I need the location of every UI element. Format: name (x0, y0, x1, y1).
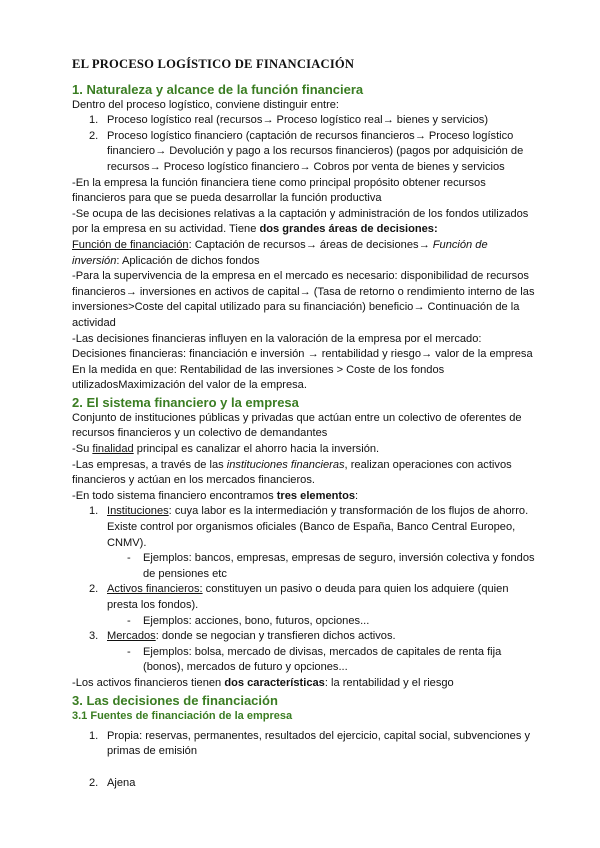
s2-elements-list (72, 629, 538, 645)
list-number: 2. (89, 129, 99, 142)
s2-paragraph-4 (72, 489, 538, 505)
list-item (72, 629, 538, 645)
subsection-3-1-heading: 3.1 Fuentes de financiación de la empresa (72, 709, 293, 722)
list-text: constituyen un pasivo o deuda para quien los adquiere (quien presta los fondos). (107, 583, 509, 611)
list-number: 1. (89, 505, 99, 518)
list-item (72, 776, 538, 792)
s2-paragraph-1: Conjunto de instituciones públicas y privadas que actúan entre un colectivo de oferentes de recursos financieros y un colectivo de demandantes (72, 411, 522, 440)
list-item (72, 582, 538, 613)
example-text: Ejemplos: bancos, empresas, empresas de seguro, inversión colectiva y fondos de pensiones etc (143, 552, 535, 580)
s1-intro: Dentro del proceso logístico, conviene distinguir entre: (72, 98, 340, 111)
text-run: -En todo sistema financiero encontramos (72, 489, 277, 502)
s2-example-list (72, 614, 538, 630)
text-run: -Los activos financieros tienen (72, 676, 225, 689)
section-2-heading: 2. El sistema financiero y la empresa (72, 394, 299, 410)
s1-paragraph-3 (72, 238, 538, 269)
bold-text: tres elementos (276, 489, 356, 502)
s1-paragraph-5: -Las decisiones financieras influyen en la valoración de la empresa por el mercado: Decisiones financieras: financiación e inversión → rentabilidad y riesgo→ valor de la empresa (72, 332, 533, 361)
dash-bullet: - (127, 614, 131, 627)
s2-paragraph-5 (72, 676, 538, 692)
s3-list (72, 729, 538, 792)
s2-paragraph-3 (72, 458, 538, 489)
s2-example-list (72, 645, 538, 676)
list-item (72, 551, 538, 582)
s2-elements-list (72, 582, 538, 613)
underlined-term: Activos financieros: (107, 583, 203, 596)
bold-text: dos características (224, 676, 325, 689)
s1-paragraph-6: En la medida en que: Rentabilidad de las inversiones > Coste de los fondos utilizadosMaximización del valor de la empresa. (72, 363, 445, 392)
list-item (72, 729, 538, 760)
list-text: Propia: reservas, permanentes, resultados del ejercicio, capital social, subvenciones y primas de emisión (107, 729, 531, 758)
list-number: 1. (89, 729, 99, 742)
text-run: : Captación de recursos→ áreas de decisiones→ (188, 238, 433, 251)
list-number: 2. (89, 583, 99, 596)
list-item (72, 113, 538, 129)
list-item (72, 504, 538, 551)
section-1-heading: 1. Naturaleza y alcance de la función financiera (72, 81, 364, 97)
list-text: Proceso logístico real (recursos→ Proceso logístico real→ bienes y servicios) (107, 114, 489, 127)
underlined-term: Mercados (107, 630, 156, 643)
underlined-text: Función de financiación (72, 238, 189, 251)
text-run: -Su (72, 443, 93, 456)
list-text: Ajena (107, 776, 136, 789)
s1-paragraph-1: -En la empresa la función financiera tiene como principal propósito obtener recursos financieros para que se pueda desarrollar la función productiva (72, 176, 486, 205)
text-run: : (355, 489, 359, 502)
s2-paragraph-2 (72, 442, 538, 458)
underlined-text: finalidad (92, 443, 134, 456)
s1-paragraph-2 (72, 207, 538, 238)
list-number: 2. (89, 776, 99, 789)
text-run: -Se ocupa de las decisiones relativas a la captación y administración de los fondos utilizados por la empresa en su actividad. Tiene (72, 207, 529, 236)
text-run: , realizan operaciones con activos financieros y actúan en los mercados financieros. (72, 458, 512, 487)
italic-text: Función de inversión (72, 238, 488, 267)
list-text: : donde se negocian y transfieren dichos activos. (155, 630, 396, 643)
document-title: EL PROCESO LOGÍSTICO DE FINANCIACIÓN (72, 57, 355, 71)
s2-elements-list (72, 504, 538, 551)
text-run: : Aplicación de dichos fondos (116, 254, 260, 267)
text-run: : la rentabilidad y el riesgo (324, 676, 454, 689)
example-text: Ejemplos: acciones, bono, futuros, opciones... (143, 614, 370, 627)
s1-list (72, 113, 538, 175)
list-text: : cuya labor es la intermediación y transformación de los flujos de ahorro. Existe control por organismos oficiales (Banco de España, Banco Central Europeo, CNMV). (107, 505, 529, 549)
example-text: Ejemplos: bolsa, mercado de divisas, mercados de capitales de renta fija (bonos), mercados de futuro y opciones... (143, 645, 502, 674)
list-item (72, 614, 538, 630)
list-text: Proceso logístico financiero (captación de recursos financieros→ Proceso logístico financiero→ Devolución y pago a los recursos financieros) (pagos por adquisición de recursos→ Proceso logístico financiero→ Cobros por venta de bienes y servicios (107, 129, 524, 173)
s2-example-list (72, 551, 538, 582)
italic-text: instituciones financieras (226, 458, 345, 471)
bold-text: dos grandes áreas de decisiones: (259, 223, 438, 236)
list-number: 1. (89, 114, 99, 127)
s1-paragraph-4: -Para la supervivencia de la empresa en el mercado es necesario: disponibilidad de recursos financieros→ inversiones en activos de capital→ (Tasa de retorno o rendimiento interno de las inversiones>Coste del capital utilizado para su financiación) beneficio→ Continuación de la actividad (72, 270, 535, 329)
dash-bullet: - (127, 645, 131, 658)
list-item (72, 645, 538, 676)
list-number: 3. (89, 630, 99, 643)
list-item (72, 129, 538, 176)
text-run: -Las empresas, a través de las (72, 458, 227, 471)
document-page (72, 57, 538, 791)
underlined-term: Instituciones (107, 505, 169, 518)
text-run: principal es canalizar el ahorro hacia la inversión. (133, 443, 380, 456)
dash-bullet: - (127, 552, 131, 565)
section-3-heading: 3. Las decisiones de financiación (72, 692, 278, 708)
